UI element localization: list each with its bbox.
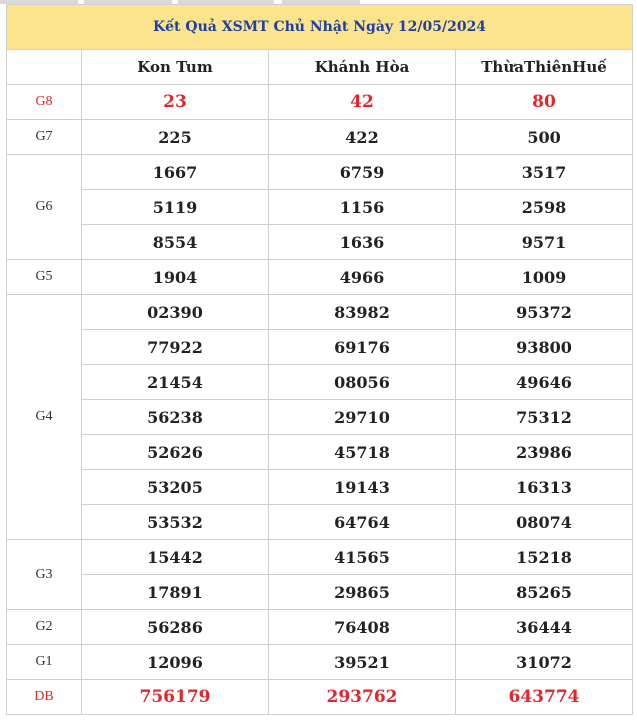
result-number: 29865 [269,575,456,610]
result-number: 19143 [269,470,456,505]
result-number: 77922 [82,330,269,365]
result-number: 08074 [456,505,633,540]
province-header: Khánh Hòa [269,50,456,85]
result-number: 225 [82,120,269,155]
result-number: 52626 [82,435,269,470]
results-body [7,85,633,715]
result-number: 16313 [456,470,633,505]
result-number: 500 [456,120,633,155]
table-row [7,120,633,155]
result-number: 1009 [456,260,633,295]
prize-label: G7 [7,120,82,155]
result-number: 3517 [456,155,633,190]
table-row [7,260,633,295]
table-row [7,365,633,400]
result-number: 29710 [269,400,456,435]
table-row [7,575,633,610]
result-number: 64764 [269,505,456,540]
result-number: 02390 [82,295,269,330]
table-row [7,435,633,470]
province-header: ThừaThiênHuế [456,50,633,85]
result-number: 93800 [456,330,633,365]
table-row [7,155,633,190]
province-header-row [7,50,633,85]
result-number: 21454 [82,365,269,400]
result-number: 23 [82,85,269,120]
result-number: 422 [269,120,456,155]
result-number: 80 [456,85,633,120]
table-row [7,505,633,540]
result-number: 23986 [456,435,633,470]
result-number: 49646 [456,365,633,400]
result-number: 83982 [269,295,456,330]
result-number: 31072 [456,645,633,680]
table-row [7,330,633,365]
prize-label: G8 [7,85,82,120]
table-row [7,470,633,505]
table-row [7,85,633,120]
table-row [7,540,633,575]
result-number: 08056 [269,365,456,400]
prize-label: G5 [7,260,82,295]
result-number: 53205 [82,470,269,505]
result-number: 75312 [456,400,633,435]
result-number: 6759 [269,155,456,190]
prize-column-header [7,50,82,85]
table-row [7,190,633,225]
prize-label: G6 [7,155,82,260]
prize-label: G3 [7,540,82,610]
result-number: 1156 [269,190,456,225]
result-number: 643774 [456,680,633,715]
result-number: 53532 [82,505,269,540]
table-row [7,400,633,435]
prize-label: G1 [7,645,82,680]
result-number: 95372 [456,295,633,330]
result-number: 41565 [269,540,456,575]
result-number: 42 [269,85,456,120]
result-number: 76408 [269,610,456,645]
result-number: 17891 [82,575,269,610]
result-number: 15442 [82,540,269,575]
result-number: 56238 [82,400,269,435]
result-number: 2598 [456,190,633,225]
result-number: 1667 [82,155,269,190]
table-row [7,295,633,330]
result-number: 756179 [82,680,269,715]
result-number: 56286 [82,610,269,645]
result-number: 15218 [456,540,633,575]
result-number: 5119 [82,190,269,225]
province-header: Kon Tum [82,50,269,85]
prize-label: DB [7,680,82,715]
table-row [7,225,633,260]
result-number: 85265 [456,575,633,610]
table-title: Kết Quả XSMT Chủ Nhật Ngày 12/05/2024 [7,5,633,50]
result-number: 293762 [269,680,456,715]
prize-label: G4 [7,295,82,540]
result-number: 9571 [456,225,633,260]
result-number: 45718 [269,435,456,470]
result-number: 36444 [456,610,633,645]
table-row [7,645,633,680]
result-number: 4966 [269,260,456,295]
result-number: 69176 [269,330,456,365]
prize-label: G2 [7,610,82,645]
result-number: 39521 [269,645,456,680]
result-number: 1904 [82,260,269,295]
table-row [7,680,633,715]
result-number: 12096 [82,645,269,680]
table-row [7,610,633,645]
result-number: 1636 [269,225,456,260]
result-number: 8554 [82,225,269,260]
lottery-results-table [6,4,633,715]
